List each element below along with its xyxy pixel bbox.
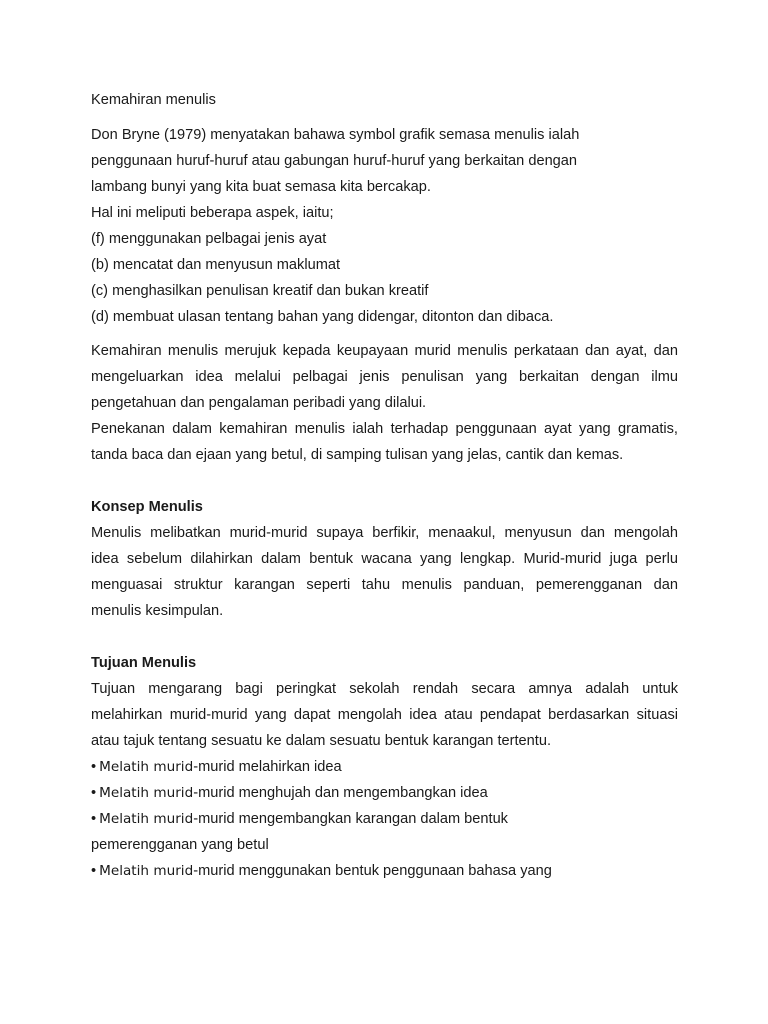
text-line: idea sebelum dilahirkan dalam bentuk wacana yang lengkap. Murid-murid juga perlu (91, 551, 678, 567)
text-line: Tujuan mengarang bagi peringkat sekolah rendah secara amnya adalah untuk (91, 681, 678, 697)
text-line: Don Bryne (1979) menyatakan bahawa symbol grafik semasa menulis ialah (91, 127, 580, 143)
text-line: menulis kesimpulan. (91, 603, 224, 619)
bullet-icon: • (91, 863, 97, 879)
bullet-prefix: Melatih murid (99, 811, 194, 827)
bullet-continuation: pemerengganan yang betul (91, 837, 269, 853)
text-line: mengeluarkan idea melalui pelbagai jenis penulisan yang berkaitan dengan ilmu (91, 369, 678, 385)
text-line: tanda baca dan ejaan yang betul, di samping tulisan yang jelas, cantik dan kemas. (91, 447, 624, 463)
text-line: penggunaan huruf-huruf atau gabungan huruf-huruf yang berkaitan dengan (91, 153, 578, 169)
bullet-item (91, 806, 678, 832)
definition-paragraph (91, 338, 678, 468)
konsep-section (91, 494, 678, 624)
bullet-item (91, 780, 678, 806)
text-line: melahirkan murid-murid yang dapat mengolah idea atau pendapat berdasarkan situasi (91, 707, 678, 723)
bullet-icon: • (91, 759, 97, 775)
text-line: menguasai struktur karangan seperti tahu menulis panduan, pemerengganan dan (91, 577, 678, 593)
bullet-item (91, 858, 678, 884)
section-heading: Konsep Menulis (91, 499, 203, 515)
text-line: Kemahiran menulis merujuk kepada keupayaan murid menulis perkataan dan ayat, dan (91, 343, 678, 359)
bullet-prefix: Melatih murid (99, 759, 194, 775)
bullet-item (91, 754, 678, 780)
text-line: pengetahuan dan pengalaman peribadi yang dilalui. (91, 395, 427, 411)
bullet-text: -murid menggunakan bentuk penggunaan bahasa yang (193, 863, 552, 879)
bullet-prefix: Melatih murid (99, 863, 194, 879)
list-item: (f) menggunakan pelbagai jenis ayat (91, 231, 327, 247)
document-title: Kemahiran menulis (91, 92, 216, 108)
bullet-text: -murid mengembangkan karangan dalam bentuk (193, 811, 508, 827)
text-line: lambang bunyi yang kita buat semasa kita bercakap. (91, 179, 431, 195)
text-line: Hal ini meliputi beberapa aspek, iaitu; (91, 205, 334, 221)
bullet-icon: • (91, 785, 97, 801)
list-item: (d) membuat ulasan tentang bahan yang didengar, ditonton dan dibaca. (91, 309, 554, 325)
bullet-prefix: Melatih murid (99, 785, 194, 801)
bullet-text: -murid melahirkan idea (193, 759, 342, 775)
list-item: (c) menghasilkan penulisan kreatif dan bukan kreatif (91, 283, 429, 299)
section-heading: Tujuan Menulis (91, 655, 197, 671)
bullet-icon: • (91, 811, 97, 827)
tujuan-section (91, 650, 678, 884)
text-line: atau tajuk tentang sesuatu ke dalam sesuatu bentuk karangan tertentu. (91, 733, 552, 749)
document-page (91, 87, 678, 884)
text-line: Menulis melibatkan murid-murid supaya berfikir, menaakul, menyusun dan mengolah (91, 525, 678, 541)
list-item: (b) mencatat dan menyusun maklumat (91, 257, 341, 273)
bullet-text: -murid menghujah dan mengembangkan idea (193, 785, 488, 801)
text-line: Penekanan dalam kemahiran menulis ialah terhadap penggunaan ayat yang gramatis, (91, 421, 678, 437)
intro-paragraph (91, 122, 678, 330)
